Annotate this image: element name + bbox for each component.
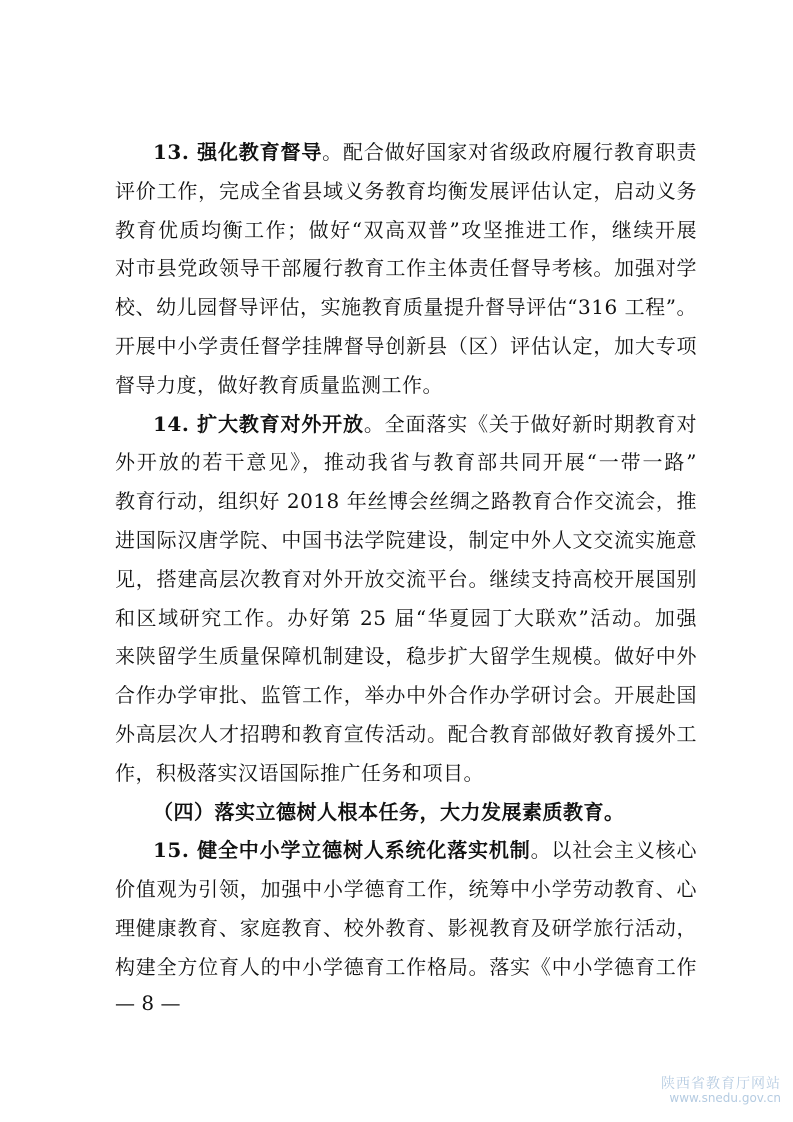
text-line: 教育行动，组织好 2018 年丝博会丝绸之路教育合作交流会，推 <box>115 489 697 514</box>
text-line: 和区域研究工作。办好第 25 届“华夏园丁大联欢”活动。加强 <box>115 605 697 630</box>
text-line: 15. 健全中小学立德树人系统化落实机制。以社会主义核心 <box>153 838 697 863</box>
document-body <box>115 133 697 987</box>
text-line: 督导力度，做好教育质量监测工作。 <box>115 372 443 397</box>
text-line: 校、幼儿园督导评估，实施教育质量提升督导评估“316 工程”。 <box>115 295 697 320</box>
text-line: 作，积极落实汉语国际推广任务和项目。 <box>115 760 484 785</box>
text-line: 见，搭建高层次教育对外开放交流平台。继续支持高校开展国别 <box>115 566 697 591</box>
watermark-url: www.snedu.gov.cn <box>669 1091 781 1106</box>
text-line: 对市县党政领导干部履行教育工作主体责任督导考核。加强对学 <box>115 256 697 281</box>
text-line: 价值观为引领，加强中小学德育工作，统筹中小学劳动教育、心 <box>115 877 697 902</box>
item-heading: 15. 健全中小学立德树人系统化落实机制 <box>153 838 531 863</box>
item-heading: 13. 强化教育督导 <box>153 140 323 164</box>
text-line: 合作办学审批、监管工作，举办中外合作办学研讨会。开展赴国 <box>115 683 697 708</box>
text-line: 评价工作，完成全省县域义务教育均衡发展评估认定，启动义务 <box>115 178 697 203</box>
site-watermark <box>661 1076 781 1106</box>
page-number: — 8 — <box>115 991 181 1015</box>
section-heading: （四）落实立德树人根本任务，大力发展素质教育。 <box>153 799 625 824</box>
text-line: 来陕留学生质量保障机制建设，稳步扩大留学生规模。做好中外 <box>115 644 697 669</box>
text-line: 理健康教育、家庭教育、校外教育、影视教育及研学旅行活动， <box>115 915 697 940</box>
text-line: 外高层次人才招聘和教育宣传活动。配合教育部做好教育援外工 <box>115 721 697 746</box>
paragraph-item-14 <box>115 405 697 793</box>
text-line: 开展中小学责任督学挂牌督导创新县（区）评估认定，加大专项 <box>115 333 697 358</box>
text-line: 构建全方位育人的中小学德育工作格局。落实《中小学德育工作 <box>115 954 697 979</box>
text-line: 13. 强化教育督导。配合做好国家对省级政府履行教育职责 <box>153 140 698 164</box>
text-line: 进国际汉唐学院、中国书法学院建设，制定中外人文交流实施意 <box>115 527 697 552</box>
text-line: 教育优质均衡工作；做好“双高双普”攻坚推进工作，继续开展 <box>115 217 697 242</box>
watermark-name: 陕西省教育厅网站 <box>661 1076 781 1092</box>
text-line: 14. 扩大教育对外开放。全面落实《关于做好新时期教育对 <box>153 411 698 436</box>
item-heading: 14. 扩大教育对外开放 <box>153 411 364 436</box>
paragraph-item-13 <box>115 133 697 405</box>
paragraph-item-15 <box>115 831 697 986</box>
text-line: 外开放的若干意见》，推动我省与教育部共同开展“一带一路” <box>115 450 697 475</box>
